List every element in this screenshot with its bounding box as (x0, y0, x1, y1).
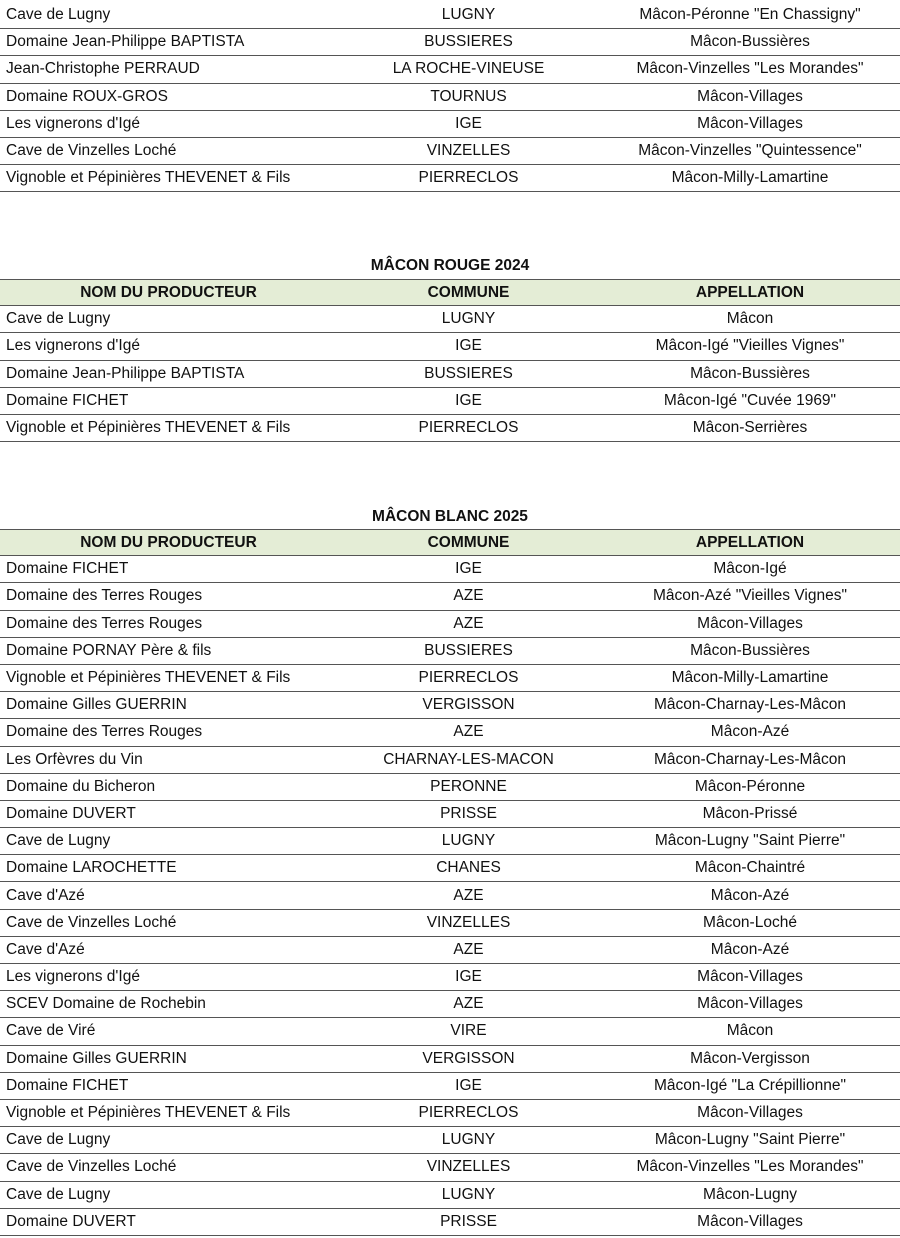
commune-cell: VERGISSON (422, 696, 515, 714)
appellation-cell: Mâcon-Milly-Lamartine (671, 669, 829, 687)
appellation-cell: Mâcon-Azé (710, 940, 790, 958)
table-row (0, 1209, 900, 1236)
appellation-cell: Mâcon-Villages (697, 114, 803, 132)
producer-cell: Cave de Vinzelles Loché (6, 142, 177, 160)
table-row (0, 56, 900, 83)
producer-cell: Domaine des Terres Rouges (6, 723, 203, 741)
appellation-cell: Mâcon-Villages (697, 1212, 803, 1230)
producer-cell: Domaine des Terres Rouges (6, 614, 203, 632)
appellation-cell: Mâcon-Azé (710, 886, 790, 904)
producer-cell: Vignoble et Pépinières THEVENET & Fils (6, 1104, 291, 1122)
section-title-rouge: MÂCON ROUGE 2024 (370, 257, 530, 274)
table-row (0, 991, 900, 1018)
commune-cell: LA ROCHE-VINEUSE (392, 60, 545, 78)
producer-cell: Domaine des Terres Rouges (6, 587, 203, 605)
appellation-cell: Mâcon-Lugny "Saint Pierre" (654, 832, 846, 850)
table-row (0, 964, 900, 991)
appellation-cell: Mâcon-Vinzelles "Les Morandes" (636, 60, 864, 78)
commune-cell: AZE (453, 940, 484, 958)
commune-cell: TOURNUS (430, 87, 507, 105)
appellation-cell: Mâcon-Charnay-Les-Mâcon (653, 750, 847, 768)
producer-cell: Domaine Gilles GUERRIN (6, 1049, 187, 1067)
commune-cell: AZE (453, 995, 484, 1013)
producer-cell: Domaine du Bicheron (6, 777, 156, 795)
producer-cell: Cave de Lugny (6, 1185, 111, 1203)
table-row (0, 306, 900, 333)
table-row (0, 333, 900, 360)
commune-cell: IGE (455, 1076, 482, 1094)
producer-cell: Domaine FICHET (6, 1076, 129, 1094)
producer-cell: Cave de Viré (6, 1022, 96, 1040)
appellation-cell: Mâcon-Igé "Vieilles Vignes" (655, 337, 845, 355)
commune-cell: VIRE (450, 1022, 487, 1040)
producer-cell: Les vignerons d'Igé (6, 968, 140, 986)
commune-cell: LUGNY (441, 310, 496, 328)
table-row (0, 747, 900, 774)
table-row (0, 29, 900, 56)
appellation-cell: Mâcon-Igé (713, 560, 787, 578)
appellation-cell: Mâcon-Charnay-Les-Mâcon (653, 696, 847, 714)
table-row (0, 583, 900, 610)
table-row (0, 111, 900, 138)
commune-cell: BUSSIERES (424, 641, 513, 659)
appellation-cell: Mâcon-Villages (697, 968, 803, 986)
table-row (0, 910, 900, 937)
commune-cell: IGE (455, 114, 482, 132)
commune-cell: IGE (455, 337, 482, 355)
producer-cell: Domaine FICHET (6, 391, 129, 409)
table-row (0, 1018, 900, 1045)
appellation-cell: Mâcon-Loché (703, 913, 797, 931)
commune-cell: LUGNY (441, 6, 496, 24)
appellation-cell: Mâcon-Bussières (690, 364, 810, 382)
appellation-cell: Mâcon (726, 1022, 774, 1040)
table-row (0, 801, 900, 828)
table-header-row (0, 529, 900, 556)
table-row (0, 1154, 900, 1181)
table-row (0, 415, 900, 442)
table-row (0, 937, 900, 964)
commune-cell: AZE (453, 587, 484, 605)
commune-cell: VINZELLES (426, 142, 511, 160)
commune-cell: VERGISSON (422, 1049, 515, 1067)
producer-cell: Domaine Jean-Philippe BAPTISTA (6, 33, 245, 51)
column-header: APPELLATION (695, 283, 805, 301)
table-header-row (0, 279, 900, 306)
producer-cell: Cave de Lugny (6, 832, 111, 850)
producer-cell: Cave de Vinzelles Loché (6, 913, 177, 931)
producer-cell: Les vignerons d'Igé (6, 114, 140, 132)
commune-cell: PIERRECLOS (418, 419, 519, 437)
commune-cell: IGE (455, 560, 482, 578)
commune-cell: AZE (453, 723, 484, 741)
producer-cell: Les vignerons d'Igé (6, 337, 140, 355)
appellation-cell: Mâcon-Péronne "En Chassigny" (639, 6, 861, 24)
table-continued (0, 2, 900, 192)
table-row (0, 774, 900, 801)
table-macon-blanc (0, 529, 900, 1236)
appellation-cell: Mâcon-Vinzelles "Quintessence" (638, 142, 862, 160)
commune-cell: LUGNY (441, 1131, 496, 1149)
commune-cell: IGE (455, 968, 482, 986)
table-row (0, 361, 900, 388)
appellation-cell: Mâcon-Villages (697, 614, 803, 632)
table-row (0, 1046, 900, 1073)
table-row (0, 719, 900, 746)
table-row (0, 1073, 900, 1100)
column-header: COMMUNE (427, 283, 510, 301)
producer-cell: Vignoble et Pépinières THEVENET & Fils (6, 669, 291, 687)
table-row (0, 882, 900, 909)
appellation-cell: Mâcon-Chaintré (694, 859, 806, 877)
commune-cell: PIERRECLOS (418, 169, 519, 187)
producer-cell: Cave de Lugny (6, 310, 111, 328)
commune-cell: CHANES (436, 859, 501, 877)
producer-cell: Les Orfèvres du Vin (6, 750, 143, 768)
producer-cell: Vignoble et Pépinières THEVENET & Fils (6, 169, 291, 187)
appellation-cell: Mâcon-Vergisson (690, 1049, 810, 1067)
producer-cell: Domaine DUVERT (6, 804, 136, 822)
appellation-cell: Mâcon-Igé "La Crépillionne" (654, 1076, 846, 1094)
commune-cell: VINZELLES (426, 1158, 511, 1176)
producer-cell: Domaine Jean-Philippe BAPTISTA (6, 364, 245, 382)
appellation-cell: Mâcon-Serrières (692, 419, 808, 437)
appellation-cell: Mâcon-Prissé (702, 804, 798, 822)
table-row (0, 165, 900, 192)
appellation-cell: Mâcon-Villages (697, 995, 803, 1013)
table-row (0, 665, 900, 692)
section-title-blanc: MÂCON BLANC 2025 (372, 508, 528, 525)
appellation-cell: Mâcon-Milly-Lamartine (671, 169, 829, 187)
table-row (0, 2, 900, 29)
producer-cell: SCEV Domaine de Rochebin (6, 995, 206, 1013)
column-header: APPELLATION (695, 533, 805, 551)
appellation-cell: Mâcon-Lugny (703, 1185, 797, 1203)
commune-cell: AZE (453, 886, 484, 904)
table-row (0, 556, 900, 583)
table-row (0, 828, 900, 855)
commune-cell: VINZELLES (426, 913, 511, 931)
table-row (0, 692, 900, 719)
producer-cell: Cave de Vinzelles Loché (6, 1158, 177, 1176)
commune-cell: PIERRECLOS (418, 1104, 519, 1122)
table-row (0, 1100, 900, 1127)
table-row (0, 611, 900, 638)
table-row (0, 638, 900, 665)
commune-cell: CHARNAY-LES-MACON (383, 750, 554, 768)
appellation-cell: Mâcon-Azé (710, 723, 790, 741)
producer-cell: Domaine PORNAY Père & fils (6, 641, 212, 659)
commune-cell: BUSSIERES (424, 33, 513, 51)
producer-cell: Domaine Gilles GUERRIN (6, 696, 187, 714)
commune-cell: PIERRECLOS (418, 669, 519, 687)
table-row (0, 1127, 900, 1154)
producer-cell: Jean-Christophe PERRAUD (6, 60, 200, 78)
appellation-cell: Mâcon (726, 310, 774, 328)
appellation-cell: Mâcon-Péronne (694, 777, 806, 795)
table-row (0, 855, 900, 882)
producer-cell: Cave d'Azé (6, 940, 85, 958)
appellation-cell: Mâcon-Azé "Vieilles Vignes" (653, 587, 847, 605)
appellation-cell: Mâcon-Villages (697, 1104, 803, 1122)
column-header: COMMUNE (427, 533, 510, 551)
producer-cell: Domaine DUVERT (6, 1212, 136, 1230)
producer-cell: Domaine ROUX-GROS (6, 87, 168, 105)
producer-cell: Vignoble et Pépinières THEVENET & Fils (6, 419, 291, 437)
appellation-cell: Mâcon-Lugny "Saint Pierre" (654, 1131, 846, 1149)
producer-cell: Domaine FICHET (6, 560, 129, 578)
producer-cell: Cave de Lugny (6, 1131, 111, 1149)
commune-cell: PERONNE (430, 777, 507, 795)
producer-cell: Domaine LAROCHETTE (6, 859, 177, 877)
commune-cell: LUGNY (441, 832, 496, 850)
commune-cell: PRISSE (440, 804, 497, 822)
commune-cell: LUGNY (441, 1185, 496, 1203)
commune-cell: PRISSE (440, 1212, 497, 1230)
table-row (0, 84, 900, 111)
column-header: NOM DU PRODUCTEUR (80, 533, 257, 551)
commune-cell: BUSSIERES (424, 364, 513, 382)
appellation-cell: Mâcon-Igé "Cuvée 1969" (663, 391, 837, 409)
table-row (0, 138, 900, 165)
commune-cell: AZE (453, 614, 484, 632)
appellation-cell: Mâcon-Villages (697, 87, 803, 105)
commune-cell: IGE (455, 391, 482, 409)
table-row (0, 388, 900, 415)
column-header: NOM DU PRODUCTEUR (80, 283, 257, 301)
appellation-cell: Mâcon-Bussières (690, 641, 810, 659)
producer-cell: Cave d'Azé (6, 886, 85, 904)
appellation-cell: Mâcon-Bussières (690, 33, 810, 51)
table-row (0, 1182, 900, 1209)
appellation-cell: Mâcon-Vinzelles "Les Morandes" (636, 1158, 864, 1176)
producer-cell: Cave de Lugny (6, 6, 111, 24)
table-macon-rouge (0, 279, 900, 442)
